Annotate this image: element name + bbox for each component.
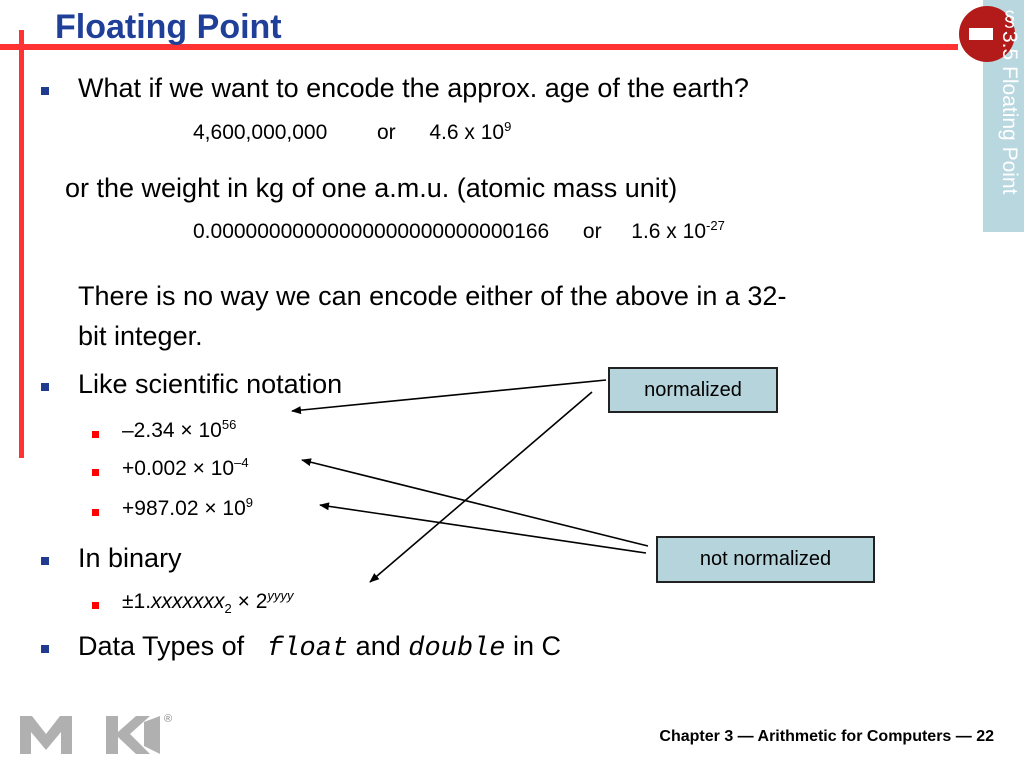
amu-sci-exp: -27 bbox=[706, 218, 725, 233]
sci-item-base: +987.02 × 10 bbox=[122, 497, 246, 520]
earth-sci-base: 4.6 x 10 bbox=[429, 121, 505, 144]
binary-prefix: ±1. bbox=[122, 590, 152, 613]
sci-item-exp: 9 bbox=[245, 495, 254, 510]
registered-mark: ® bbox=[164, 713, 173, 725]
amu-sci-base: 1.6 x 10 bbox=[631, 220, 707, 243]
binary-sub: 2 bbox=[224, 601, 232, 617]
arrow-not-normalized-to-sci-2 bbox=[302, 460, 648, 546]
amu-value: 0.00000000000000000000000000166 bbox=[193, 220, 550, 243]
types-double: double bbox=[408, 634, 506, 664]
sci-item-base: –2.34 × 10 bbox=[122, 419, 222, 442]
earth-value: 4,600,000,000 bbox=[193, 121, 328, 144]
earth-or: or bbox=[376, 121, 396, 144]
no-way-line-2: bit integer. bbox=[78, 321, 203, 351]
binary-mantissa: xxxxxxx bbox=[151, 590, 225, 613]
slide-title: Floating Point bbox=[55, 8, 282, 46]
normalized-label: normalized bbox=[608, 367, 778, 413]
sci-heading: Like scientific notation bbox=[78, 369, 343, 399]
arrow-not-normalized-to-sci-3 bbox=[320, 505, 646, 553]
section-tab-label: §3.5 Floating Point bbox=[998, 8, 1021, 195]
amu-question: or the weight in kg of one a.m.u. (atomic mass unit) bbox=[65, 173, 678, 203]
binary-exp: yyyy bbox=[267, 588, 294, 603]
sci-item-base: +0.002 × 10 bbox=[122, 457, 235, 480]
earth-question: What if we want to encode the approx. age of the earth? bbox=[78, 73, 749, 103]
footer: Chapter 3 — Arithmetic for Computers — 22 bbox=[659, 728, 994, 745]
types-suffix: in C bbox=[512, 631, 561, 661]
sci-item-exp: –4 bbox=[234, 455, 249, 470]
amu-or: or bbox=[582, 220, 602, 243]
types-prefix: Data Types of bbox=[78, 631, 245, 661]
types-and: and bbox=[355, 631, 401, 661]
publisher-logo bbox=[18, 712, 178, 758]
arrow-normalized-to-sci-1 bbox=[292, 380, 606, 411]
binary-heading: In binary bbox=[78, 543, 182, 573]
earth-sci-exp: 9 bbox=[504, 119, 512, 134]
not-normalized-label: not normalized bbox=[656, 536, 875, 583]
no-way-line-1: There is no way we can encode either of the above in a 32- bbox=[78, 281, 787, 311]
sci-item-exp: 56 bbox=[221, 417, 237, 432]
types-float: float bbox=[267, 634, 349, 664]
arrow-normalized-to-binary bbox=[370, 392, 592, 582]
binary-times: × 2 bbox=[231, 590, 268, 613]
